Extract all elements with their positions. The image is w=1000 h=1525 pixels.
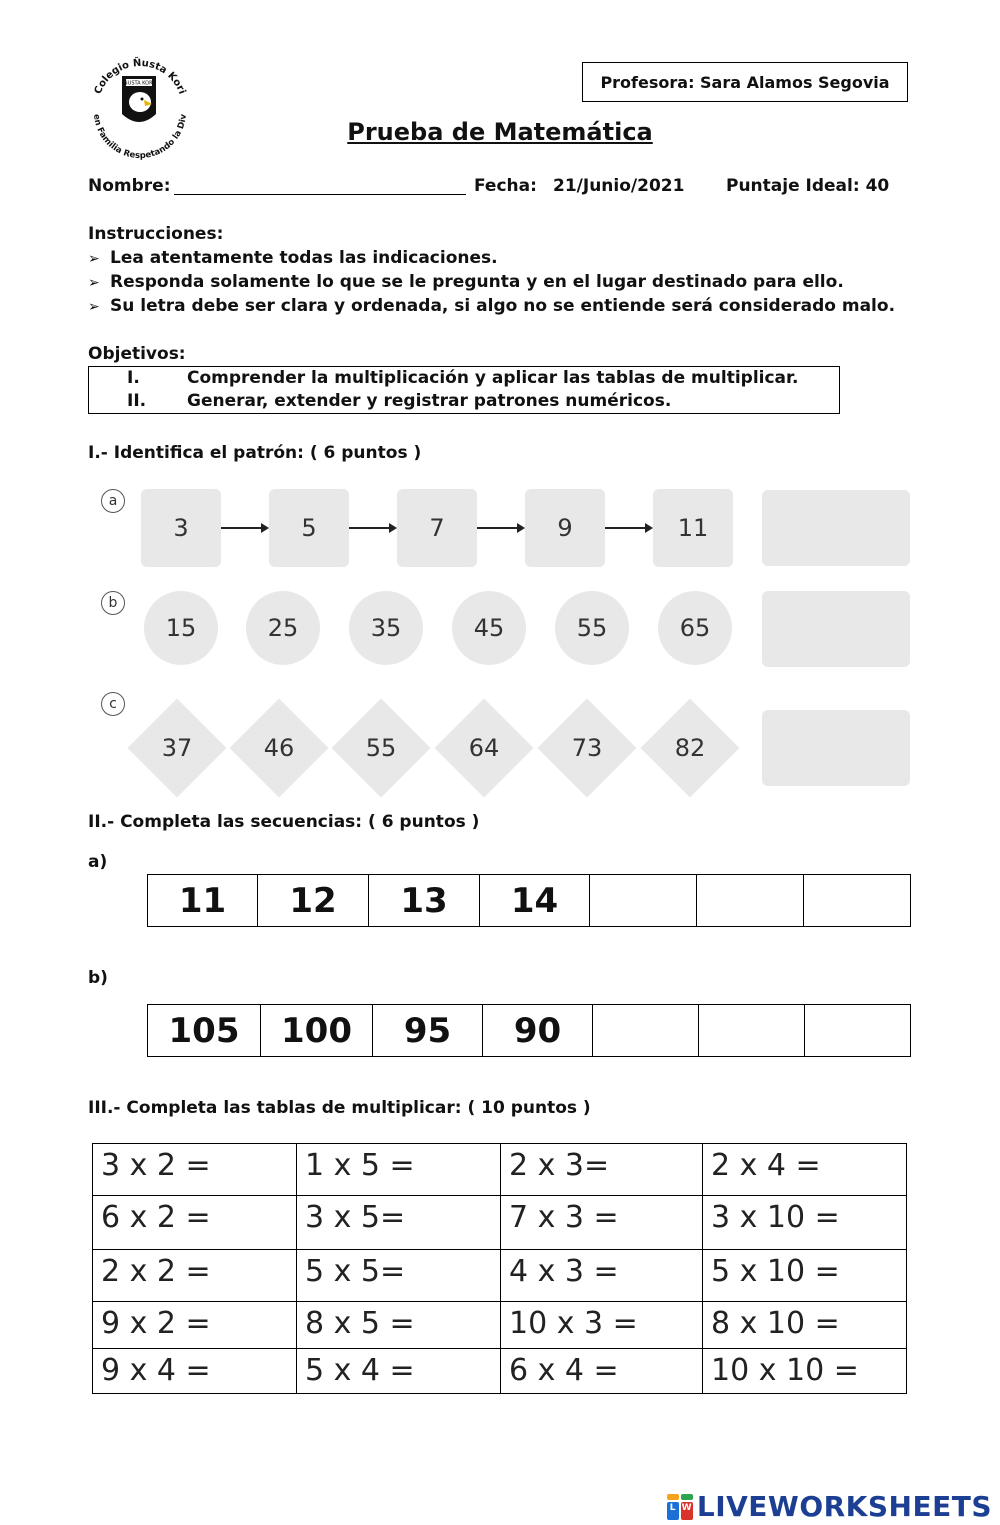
multiplication-cell[interactable]: 10 x 10 = (703, 1349, 907, 1394)
school-logo (84, 50, 194, 160)
multiplication-cell[interactable]: 9 x 2 = (93, 1302, 297, 1349)
pattern-c-item: 46 (229, 698, 329, 798)
answer-input-b[interactable] (762, 591, 910, 667)
arrow-icon (477, 527, 523, 529)
answer-input-c[interactable] (762, 710, 910, 786)
logo-text-bottom: en Familia Respetando la Div (90, 113, 190, 160)
sequence-b-input-1[interactable] (593, 1007, 698, 1055)
pattern-b-item: 25 (246, 591, 320, 665)
pattern-c-item: 37 (127, 698, 227, 798)
pattern-a-item: 3 (141, 489, 221, 567)
multiplication-cell[interactable]: 10 x 3 = (501, 1302, 703, 1349)
objectives-box (88, 366, 840, 414)
pattern-c-item: 82 (640, 698, 740, 798)
sequence-cell: 11 (148, 875, 258, 927)
objective-item: II. Generar, extender y registrar patrones numéricos. (127, 391, 672, 411)
pattern-c-item: 64 (434, 698, 534, 798)
pattern-b-item: 15 (144, 591, 218, 665)
row-b-label: b (101, 591, 125, 615)
instruction-item: ➢ Lea atentamente todas las indicaciones. (88, 246, 895, 270)
pattern-a-item: 7 (397, 489, 477, 567)
sequence-a-input-3[interactable] (804, 877, 910, 925)
sequence-cell: 95 (373, 1005, 483, 1057)
pattern-a-item: 9 (525, 489, 605, 567)
pattern-c-item: 55 (331, 698, 431, 798)
arrow-icon (605, 527, 651, 529)
section1-heading: I.- Identifica el patrón: ( 6 puntos ) (88, 443, 422, 463)
multiplication-cell[interactable]: 8 x 10 = (703, 1302, 907, 1349)
sequence-answer-cell (804, 875, 911, 927)
sequence-answer-cell (590, 875, 697, 927)
date-value: 21/Junio/2021 (553, 176, 685, 196)
instruction-item: ➢ Responda solamente lo que se le pregunta y en el lugar destinado para ello. (88, 270, 895, 294)
row-c-label: c (101, 692, 125, 716)
multiplication-cell[interactable]: 5 x 4 = (297, 1349, 501, 1394)
sequence-cell: 12 (258, 875, 369, 927)
section2-heading: II.- Completa las secuencias: ( 6 puntos ) (88, 812, 480, 832)
logo-badge-text: ÑUSTA KORI (123, 80, 155, 87)
multiplication-cell[interactable]: 3 x 10 = (703, 1196, 907, 1250)
liveworksheets-brand (667, 1490, 992, 1523)
arrow-icon (221, 527, 267, 529)
instructions-list (88, 246, 895, 318)
sequence-b-input-3[interactable] (805, 1007, 910, 1055)
pattern-a-item: 5 (269, 489, 349, 567)
sequence-cell: 14 (480, 875, 590, 927)
pattern-b-item: 55 (555, 591, 629, 665)
name-label: Nombre: (88, 176, 171, 196)
section3-heading: III.- Completa las tablas de multiplicar: ( 10 puntos ) (88, 1098, 591, 1118)
sequence-cell: 100 (261, 1005, 373, 1057)
objectives-heading: Objetivos: (88, 344, 186, 364)
liveworksheets-logo-icon: L W (667, 1494, 693, 1520)
sequence-b-table (147, 1004, 911, 1057)
sequence-cell: 105 (148, 1005, 261, 1057)
multiplication-cell[interactable]: 2 x 4 = (703, 1144, 907, 1196)
teacher-label: Profesora: Sara Alamos Segovia (582, 62, 908, 102)
sequence-b-label: b) (88, 968, 108, 988)
sequence-answer-cell (697, 875, 804, 927)
row-a-label: a (101, 489, 125, 513)
date-label: Fecha: (474, 176, 537, 196)
arrow-icon (349, 527, 395, 529)
multiplication-cell[interactable]: 6 x 4 = (501, 1349, 703, 1394)
logo-text-top: Colegio Ñusta Kori (92, 57, 188, 96)
sequence-answer-cell (805, 1005, 911, 1057)
page-title: Prueba de Matemática (347, 118, 653, 146)
multiplication-cell[interactable]: 6 x 2 = (93, 1196, 297, 1250)
multiplication-cell[interactable]: 8 x 5 = (297, 1302, 501, 1349)
multiplication-table (92, 1143, 907, 1394)
multiplication-cell[interactable]: 2 x 2 = (93, 1250, 297, 1302)
pattern-c-item: 73 (537, 698, 637, 798)
sequence-a-table (147, 874, 911, 927)
objective-item: I. Comprender la multiplicación y aplicar las tablas de multiplicar. (127, 368, 799, 388)
multiplication-cell[interactable]: 7 x 3 = (501, 1196, 703, 1250)
pattern-a-item: 11 (653, 489, 733, 567)
pattern-b-item: 45 (452, 591, 526, 665)
sequence-cell: 13 (369, 875, 480, 927)
pattern-b-item: 35 (349, 591, 423, 665)
multiplication-cell[interactable]: 1 x 5 = (297, 1144, 501, 1196)
ideal-score: Puntaje Ideal: 40 (726, 176, 890, 196)
multiplication-cell[interactable]: 9 x 4 = (93, 1349, 297, 1394)
sequence-b-input-2[interactable] (699, 1007, 804, 1055)
multiplication-cell[interactable]: 4 x 3 = (501, 1250, 703, 1302)
pattern-b-item: 65 (658, 591, 732, 665)
multiplication-cell[interactable]: 3 x 5= (297, 1196, 501, 1250)
answer-input-a[interactable] (762, 490, 910, 566)
instruction-item: ➢ Su letra debe ser clara y ordenada, si algo no se entiende será considerado malo. (88, 294, 895, 318)
sequence-cell: 90 (483, 1005, 593, 1057)
sequence-a-label: a) (88, 852, 108, 872)
instructions-heading: Instrucciones: (88, 224, 224, 244)
name-field[interactable] (174, 194, 466, 195)
sequence-a-input-2[interactable] (697, 877, 803, 925)
sequence-answer-cell (593, 1005, 699, 1057)
brand-text: LIVEWORKSHEETS (696, 1490, 992, 1523)
sequence-a-input-1[interactable] (590, 877, 696, 925)
multiplication-cell[interactable]: 3 x 2 = (93, 1144, 297, 1196)
multiplication-cell[interactable]: 2 x 3= (501, 1144, 703, 1196)
sequence-answer-cell (699, 1005, 805, 1057)
multiplication-cell[interactable]: 5 x 10 = (703, 1250, 907, 1302)
multiplication-cell[interactable]: 5 x 5= (297, 1250, 501, 1302)
